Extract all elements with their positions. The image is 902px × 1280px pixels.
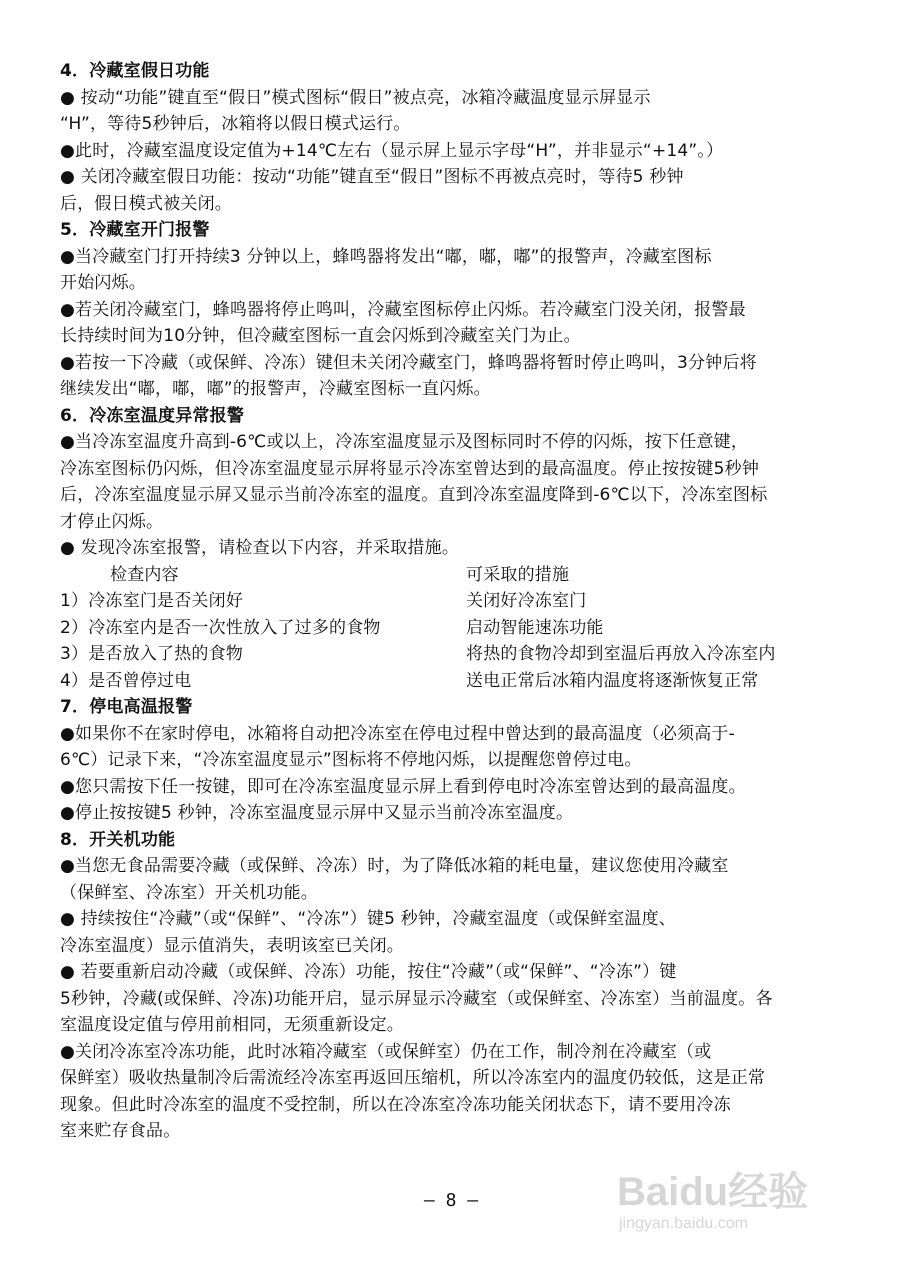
check-action: 送电正常后冰箱内温度将逐渐恢复正常: [466, 670, 759, 691]
section-heading-power-failure: 7．停电高温报警: [60, 697, 193, 717]
paragraph-line: （保鲜室、冷冻室）开关机功能。: [60, 882, 318, 903]
check-item: 2）冷冻室内是否一次性放入了过多的食物: [60, 617, 381, 638]
section-heading-on-off: 8．开关机功能: [60, 829, 176, 850]
paragraph-line: 室温度设定值与停用前相同，无须重新设定。: [60, 1015, 404, 1035]
table-row: [60, 615, 850, 642]
check-item: 4）是否曾停过电: [60, 670, 192, 691]
paragraph-line: ● 持续按住“冷藏”（或“保鲜”、“冷冻”）键5 秒钟，冷藏室温度（或保鲜室温度、: [60, 909, 676, 929]
paragraph-line: 6℃）记录下来，“冷冻室温度显示”图标将不停地闪烁，以提醒您曾停过电。: [60, 750, 642, 770]
check-action: 将热的食物冷却到室温后再放入冷冻室内: [466, 644, 776, 664]
table-row: [60, 588, 850, 615]
paragraph-line: 后，假日模式被关闭。: [60, 193, 232, 214]
paragraph-line: ●当冷藏室门打开持续3 分钟以上，蜂鸣器将发出“嘟，嘟，嘟”的报警声，冷藏室图标: [60, 246, 712, 267]
check-table-header: [60, 562, 850, 589]
section-heading-holiday: 4．冷藏室假日功能: [60, 61, 210, 81]
check-action: 关闭好冷冻室门: [466, 591, 587, 611]
paragraph-line: ●此时，冷藏室温度设定值为+14℃左右（显示屏上显示字母“H”，并非显示“+14”。）: [60, 140, 724, 161]
paragraph-line: ●若关闭冷藏室门，蜂鸣器将停止鸣叫，冷藏室图标停止闪烁。若冷藏室门没关闭，报警最: [60, 299, 746, 320]
table-row: [60, 641, 850, 668]
watermark-logo: Baidu经验: [617, 1170, 809, 1214]
paragraph-line: ● 若要重新启动冷藏（或保鲜、冷冻）功能，按住“冷藏”（或“保鲜”、“冷冻”）键: [60, 962, 677, 982]
baidu-watermark: [617, 1170, 847, 1240]
paragraph-line: ●如果你不在家时停电，冰箱将自动把冷冻室在停电过程中曾达到的最高温度（必须高于-: [60, 723, 735, 744]
section-heading-door-alarm: 5．冷藏室开门报警: [60, 220, 210, 240]
manual-page: [60, 58, 850, 1145]
paragraph-line: ●停止按按键5 秒钟，冷冻室温度显示屏中又显示当前冷冻室温度。: [60, 803, 574, 823]
paragraph-line: 冷冻室图标仍闪烁，但冷冻室温度显示屏将显示冷冻室曾达到的最高温度。停止按按键5秒钟: [60, 458, 760, 479]
section-heading-freezer-alarm: 6．冷冻室温度异常报警: [60, 405, 245, 426]
paragraph-line: ●您只需按下任一按键，即可在冷冻室温度显示屏上看到停电时冷冻室曾达到的最高温度。: [60, 776, 746, 797]
paragraph-line: ● 发现冷冻室报警，请检查以下内容，并采取措施。: [60, 538, 460, 558]
paragraph-line: 长持续时间为10分钟，但冷藏室图标一直会闪烁到冷藏室关门为止。: [60, 326, 581, 346]
paragraph-line: ● 按动“功能”键直至“假日”模式图标“假日”被点亮，冰箱冷藏温度显示屏显示: [60, 87, 651, 108]
paragraph-line: ● 关闭冷藏室假日功能：按动“功能”键直至“假日”图标不再被点亮时，等待5 秒钟: [60, 167, 684, 187]
paragraph-line: 开始闪烁。: [60, 273, 146, 293]
check-item: 1）冷冻室门是否关闭好: [60, 591, 244, 611]
check-item: 3）是否放入了热的食物: [60, 644, 244, 664]
paragraph-line: 室来贮存食品。: [60, 1121, 181, 1141]
paragraph-line: 5秒钟，冷藏(或保鲜、冷冻)功能开启，显示屏显示冷藏室（或保鲜室、冷冻室）当前温度。各: [60, 988, 773, 1009]
paragraph-line: ●若按一下冷藏（或保鲜、冷冻）键但未关闭冷藏室门，蜂鸣器将暂时停止鸣叫，3分钟后将: [60, 352, 757, 373]
page-number: — 8 —: [423, 1190, 479, 1211]
paragraph-line: 现象。但此时冷冻室的温度不受控制，所以在冷冻室冷冻功能关闭状态下，请不要用冷冻: [60, 1094, 731, 1115]
paragraph-line: “H”，等待5秒钟后，冰箱将以假日模式运行。: [60, 114, 411, 134]
paragraph-line: 才停止闪烁。: [60, 511, 164, 532]
paragraph-line: 后，冷冻室温度显示屏又显示当前冷冻室的温度。直到冷冻室温度降到-6℃以下，冷冻室图标: [60, 485, 768, 505]
paragraph-line: 保鲜室）吸收热量制冷后需流经冷冻室再返回压缩机，所以冷冻室内的温度仍较低，这是正常: [60, 1068, 766, 1088]
watermark-url: jingyan.baidu.com: [619, 1215, 748, 1232]
paragraph-line: ●当冷冻室温度升高到-6℃或以上，冷冻室温度显示及图标同时不停的闪烁，按下任意键，: [60, 432, 749, 452]
check-header-right: 可采取的措施: [466, 564, 570, 585]
paragraph-line: 冷冻室温度）显示值消失，表明该室已关闭。: [60, 935, 404, 956]
check-header-left: 检查内容: [110, 564, 179, 585]
paragraph-line: 继续发出“嘟，嘟，嘟”的报警声，冷藏室图标一直闪烁。: [60, 379, 491, 399]
paragraph-line: ●当您无食品需要冷藏（或保鲜、冷冻）时，为了降低冰箱的耗电量，建议您使用冷藏室: [60, 856, 729, 876]
table-row: [60, 668, 850, 695]
check-action: 启动智能速冻功能: [466, 617, 604, 638]
paragraph-line: ●关闭冷冻室冷冻功能，此时冰箱冷藏室（或保鲜室）仍在工作，制冷剂在冷藏室（或: [60, 1041, 712, 1062]
